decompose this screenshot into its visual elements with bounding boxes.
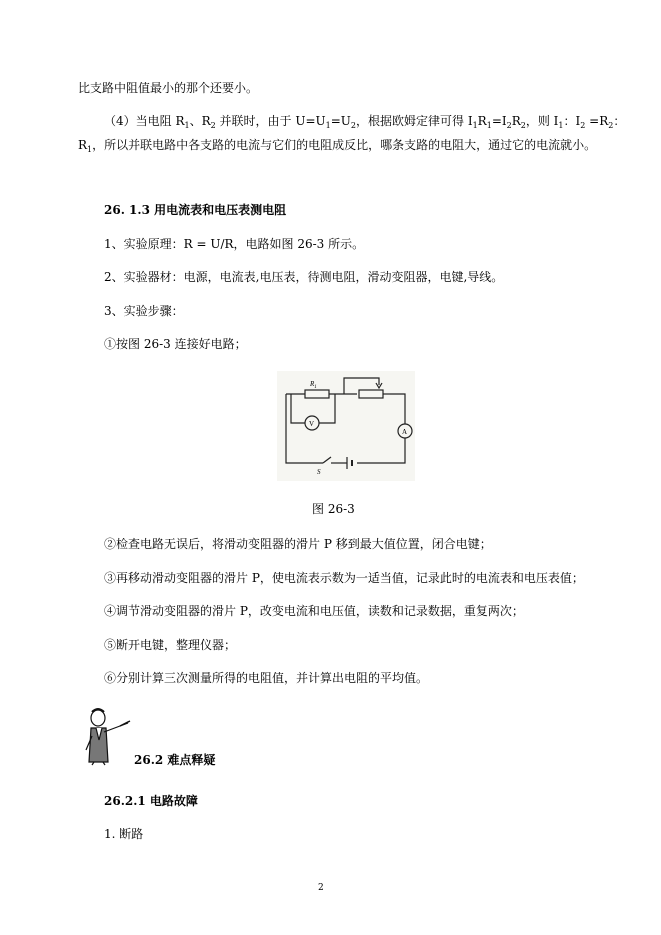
step-line: ④调节滑动变阻器的滑片 P，改变电流和电压值，读数和记录数据，重复两次； [104,604,524,618]
step-line: ①按图 26-3 连接好电路； [104,337,247,351]
section-heading: 26.2 难点释疑 [134,753,216,767]
circuit-diagram [277,371,415,481]
page-number: 2 [318,883,324,893]
voltmeter-label: V [309,420,315,428]
paragraph-line: 3、实验步骤： [104,304,184,318]
ammeter-label: A [402,428,408,436]
paragraph-line: $R_1$，所以并联电路中各支路的电流与它们的电阻成反比，哪条支路的电阻大，通过它的电流就小。 [78,138,597,154]
list-item: 1. 断路 [104,827,144,841]
paragraph-line: 1、实验原理：R = U/R，电路如图 26-3 所示。 [104,237,365,251]
figure-caption: 图 26-3 [312,502,355,516]
section-heading: 26. 1.3 用电流表和电压表测电阻 [104,203,287,217]
teacher-pointing-icon [82,706,132,766]
paragraph-line: 2、实验器材：电源，电流表,电压表，待测电阻，滑动变阻器，电键,导线。 [104,270,504,284]
paragraph-line: 比支路中阻值最小的那个还要小。 [78,81,259,95]
subsection-heading: 26.2.1 电路故障 [104,794,198,808]
step-line: ⑥分别计算三次测量所得的电阻值，并计算出电阻的平均值。 [104,671,429,685]
resistor-label: $R_1$ [310,380,317,390]
step-line: ②检查电路无误后，将滑动变阻器的滑片 P 移到最大值位置，闭合电键； [104,537,492,551]
paragraph-line: （4）当电阻 $R_1$、$R_2$ 并联时，由于 $U=U_1=U_2$，根据欧姆定律可得 $I_1R_1=I_2R_2$，则 $I_1$：$I_2 =R_2$： [104,114,626,130]
step-line: ③再移动滑动变阻器的滑片 P，使电流表示数为一适当值，记录此时的电流表和电压表值； [104,571,584,585]
step-line: ⑤断开电键，整理仪器； [104,638,237,652]
switch-label: S [317,468,321,476]
